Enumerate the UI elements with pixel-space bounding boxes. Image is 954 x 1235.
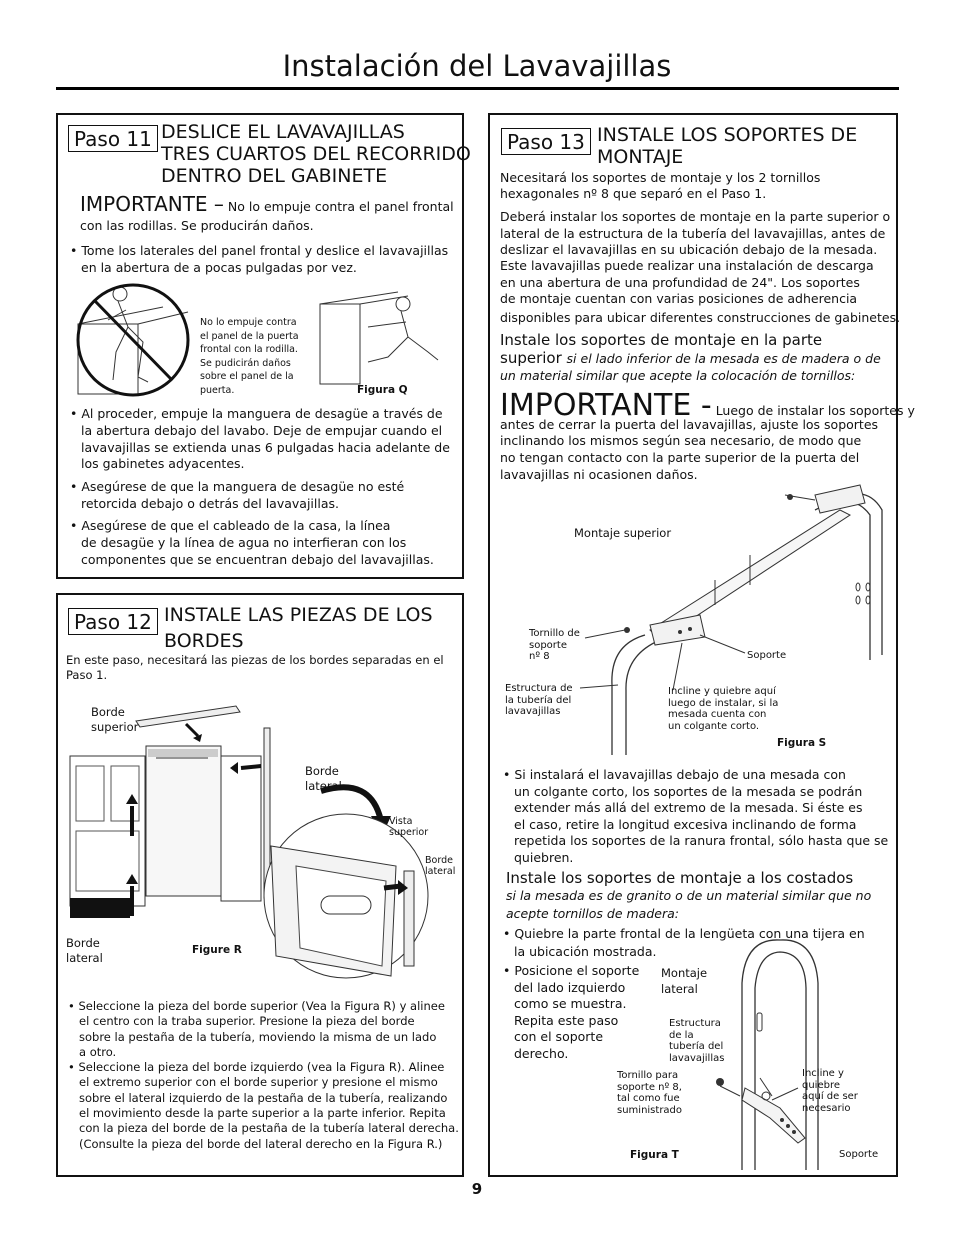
step-13-p2-l5: en una abertura de una profundidad de 24". Los soportes	[500, 275, 860, 290]
step-13-badge: Paso 13	[501, 128, 591, 155]
step-11-bullet-2-l2: la abertura debajo del lavabo. Deje de empujar cuando el	[81, 423, 443, 438]
note-line: frontal con la rodilla.	[200, 344, 298, 355]
figure-t-illustration	[720, 938, 840, 1170]
step-13-p2-l2: lateral de la estructura de la tubería del lavavajillas, antes de	[500, 226, 886, 241]
step-11-bullet-2-l1: • Al proceder, empuje la manguera de desagüe a través de	[70, 406, 443, 421]
label-line: Incline y	[802, 1068, 844, 1079]
figure-t-label: Figura T	[630, 1149, 679, 1161]
step-12-heading-line1: INSTALE LAS PIEZAS DE LOS	[164, 604, 433, 626]
label-line: Borde	[305, 764, 339, 778]
label-line: nº 8	[529, 651, 550, 662]
label-line: un colgante corto.	[668, 720, 760, 732]
step-12-bullets	[68, 999, 459, 1152]
important-text-2: con las rodillas. Se producirán daños.	[80, 218, 314, 233]
label-line: Estructura de	[505, 683, 573, 694]
bullet-line: Repita este paso	[514, 1012, 619, 1028]
bullet-line: como se muestra.	[514, 996, 627, 1011]
step-13-p1-l1: Necesitará los soportes de montaje y los 2 tornillos	[500, 170, 821, 185]
bullet-line: derecho.	[514, 1045, 569, 1061]
step-13-p2-l7: disponibles para ubicar diferentes construcciones de gabinetes.	[500, 310, 901, 325]
label-line: lateral	[425, 866, 456, 877]
label-line: lateral	[661, 982, 698, 996]
page-number: 9	[471, 1180, 483, 1198]
note-line: el panel de la puerta	[200, 330, 299, 342]
step-13-bullet-3	[503, 963, 639, 1062]
step-13-heading-line1: INSTALE LOS SOPORTES DE	[597, 124, 858, 146]
label-line: lateral	[305, 779, 342, 793]
page-title: Instalación del Lavavajillas	[282, 49, 672, 83]
step-12-heading-line2: BORDES	[164, 630, 244, 652]
important-label: IMPORTANTE –	[80, 192, 224, 216]
important-line-b: antes de cerrar la puerta del lavavajillas, ajuste los soportes	[500, 417, 879, 432]
step-13-bullet-2-l2: la ubicación mostrada.	[514, 944, 657, 959]
label-line: suministrado	[617, 1104, 683, 1116]
bullet-line: quiebren.	[514, 849, 574, 865]
note-line: sobre el panel de la	[200, 371, 294, 382]
step-11-heading-line2: TRES CUARTOS DEL RECORRIDO	[161, 143, 471, 165]
label-borde-superior	[91, 705, 138, 735]
label-line: mesada cuenta con	[668, 709, 767, 720]
bullet-line: el movimiento desde la parte superior a la parte inferior. Repita	[79, 1106, 446, 1121]
label-line: Estructura	[669, 1018, 721, 1029]
bullet-line: • Posicione el soporte	[503, 963, 640, 978]
step-13-p2-l3: deslizar el lavavajillas en su ubicación debajo de la mesada.	[500, 242, 878, 257]
figure-t-estructura	[669, 1018, 724, 1064]
label-line: la tubería del	[505, 694, 572, 706]
label-borde-lateral	[305, 764, 342, 794]
label-borde-lateral-zoom	[425, 855, 455, 877]
label-line: Incline y quiebre aquí	[668, 686, 776, 697]
label-line: quiebre	[802, 1079, 841, 1091]
step-11-heading-line1: DESLICE EL LAVAVAJILLAS	[161, 121, 405, 143]
step-11-bullet-3-l1: • Asegúrese de que la manguera de desagüe no esté	[70, 479, 405, 494]
bullet-line: sobre la pestaña de la tubería, moviendo la misma de un lado	[79, 1029, 437, 1044]
label-line: Tornillo de	[529, 628, 580, 639]
step-11-bullet-3-l2: retorcida debajo o detrás del lavavajillas.	[81, 496, 339, 511]
bullet-line: extender más allá del extremo de la mesada. Si éste es	[514, 800, 863, 815]
label-line: lavavajillas	[669, 1052, 725, 1064]
label-line: Montaje	[661, 966, 708, 980]
step-12-badge: Paso 12	[68, 608, 158, 635]
figure-s-incline	[668, 686, 778, 732]
figure-r-label: Figure R	[192, 944, 242, 956]
intro-line: Paso 1.	[66, 668, 108, 682]
important-line-e: lavavajillas ni ocasionen daños.	[500, 467, 698, 482]
step-11-bullet-1-l2: en la abertura de a pocas pulgadas por vez.	[81, 260, 357, 275]
label-line: Borde	[425, 855, 453, 866]
bullet-line: • Seleccione la pieza del borde izquierdo (vea la Figura R). Alinee	[68, 1060, 445, 1075]
label-line: lateral	[66, 951, 103, 965]
step-13-p2-l4: Este lavavajillas puede realizar una instalación de descarga	[500, 258, 874, 273]
subheading-italic-2: un material similar que acepte la colocación de tornillos:	[500, 368, 856, 383]
important-label: IMPORTANTE -	[500, 388, 712, 423]
step-13-p2-l6: de montaje cuentan con varias posiciones de adherencia	[500, 291, 858, 306]
bullet-line: con la pieza del borde de la pestaña de la tubería lateral derecha.	[79, 1121, 459, 1136]
step-11-bullet-2-l4: los gabinetes adyacentes.	[81, 456, 245, 471]
label-line: necesario	[802, 1102, 851, 1114]
step-13-bullet-2-l1: • Quiebre la parte frontal de la lengüeta con una tijera en	[503, 926, 865, 941]
step-11-badge: Paso 11	[68, 125, 158, 152]
label-line: tal como fue	[617, 1093, 680, 1104]
step-11-bullet-4-l3: componentes que se encuentran debajo del lavavajillas.	[81, 552, 434, 567]
bullet-line: del lado izquierdo	[514, 979, 626, 995]
figure-s-tornillo	[529, 628, 580, 663]
bullet-line: (Consulte la pieza del borde del lateral derecho en la Figura R.)	[79, 1136, 443, 1151]
label-line: lavavajillas	[505, 706, 561, 717]
figure-s-soporte: Soporte	[747, 650, 787, 661]
step-11-bullet-4-l2: de desagüe y la línea de agua no interfieran con los	[81, 535, 407, 550]
figure-t-soporte: Soporte	[839, 1149, 879, 1160]
label-line: Vista	[389, 816, 413, 827]
step-11-important	[80, 192, 460, 216]
step-11-bullet-1-l1: • Tome los laterales del panel frontal y deslice el lavavajillas	[70, 243, 449, 258]
label-line: Borde	[91, 705, 125, 719]
important-text: Luego de instalar los soportes y	[715, 403, 915, 418]
label-line: superior	[91, 720, 139, 734]
label-line: Tornillo para	[617, 1070, 679, 1081]
subheading-side-italic-2: acepte tornillos de madera:	[506, 906, 679, 921]
step-13-bullet-1	[503, 767, 888, 866]
label-line: tubería del	[669, 1041, 724, 1052]
important-line-d: no tengan contacto con la parte superior de la puerta del	[500, 450, 860, 465]
subheading-italic: si el lado inferior de la mesada es de madera o de	[566, 351, 881, 366]
figure-t-tornillo	[617, 1070, 682, 1116]
subheading-word: superior	[500, 349, 562, 367]
bullet-line: con el soporte	[514, 1029, 604, 1044]
figure-t-incline	[802, 1068, 858, 1114]
subheading-top-mount-l2	[500, 349, 881, 368]
bullet-line: el caso, retire la longitud excesiva inclinando de forma	[514, 816, 857, 832]
bullet-line: • Seleccione la pieza del borde superior (Vea la Figura R) y alinee	[68, 999, 445, 1013]
label-line: superior	[389, 827, 429, 838]
note-line: No lo empuje contra	[200, 317, 297, 328]
step-11-bullet-4-l1: • Asegúrese de que el cableado de la casa, la línea	[70, 518, 391, 533]
label-line: aquí de ser	[802, 1091, 858, 1102]
label-line: de la	[669, 1029, 694, 1041]
note-line: Se pudicirán daños	[200, 357, 291, 369]
label-vista-superior	[389, 816, 428, 838]
figure-s-estructura	[505, 683, 573, 718]
label-line: luego de instalar, si la	[668, 697, 779, 709]
figure-q-note	[200, 316, 299, 397]
figure-s-label: Figura S	[777, 737, 827, 749]
figure-s-montaje-superior: Montaje superior	[574, 526, 672, 540]
note-line: puerta.	[200, 384, 235, 396]
bullet-line: repetida los soportes de la ranura frontal, sólo hasta que se	[514, 833, 889, 848]
important-text: No lo empuje contra el panel frontal	[227, 199, 454, 214]
hand-push-drawing	[320, 292, 438, 384]
figure-t-montaje-lateral	[661, 965, 707, 997]
bullet-line: un colgante corto, los soportes de la mesada se podrán	[514, 783, 863, 799]
important-line-c: inclinando los mismos según sea necesario, de modo que	[500, 433, 862, 448]
label-line: soporte nº 8,	[617, 1081, 682, 1093]
step-11-bullet-2-l3: lavavajillas se extienda unas 6 pulgadas hacia adelante de	[81, 440, 450, 455]
step-12-intro	[66, 653, 444, 683]
label-line: soporte	[529, 639, 567, 651]
figure-q-label: Figura Q	[357, 384, 408, 396]
label-borde-lateral-left	[66, 936, 103, 966]
bullet-line: a otro.	[79, 1044, 117, 1059]
label-line: Borde	[66, 936, 100, 950]
bullet-line: el extremo superior con el borde superior y presione el mismo	[79, 1075, 438, 1090]
step-11-heading-line3: DENTRO DEL GABINETE	[161, 165, 388, 187]
step-13-heading-line2: MONTAJE	[597, 146, 684, 168]
subheading-top-mount-l1: Instale los soportes de montaje en la parte	[500, 331, 823, 349]
intro-line: En este paso, necesitará las piezas de los bordes separadas en el	[66, 653, 444, 667]
title-divider	[56, 87, 899, 90]
step-13-p2-l1: Deberá instalar los soportes de montaje en la parte superior o	[500, 209, 891, 224]
subheading-side-mount: Instale los soportes de montaje a los costados	[506, 869, 854, 887]
bullet-line: • Si instalará el lavavajillas debajo de una mesada con	[503, 767, 846, 782]
bullet-line: sobre el lateral izquierdo de la pestaña de la tubería, realizando	[79, 1090, 448, 1105]
bullet-line: el centro con la traba superior. Presione la pieza del borde	[79, 1014, 415, 1029]
subheading-side-italic-1: si la mesada es de granito o de un material similar que no	[506, 888, 872, 903]
step-13-p1-l2: hexagonales nº 8 que separó en el Paso 1.	[500, 186, 767, 201]
